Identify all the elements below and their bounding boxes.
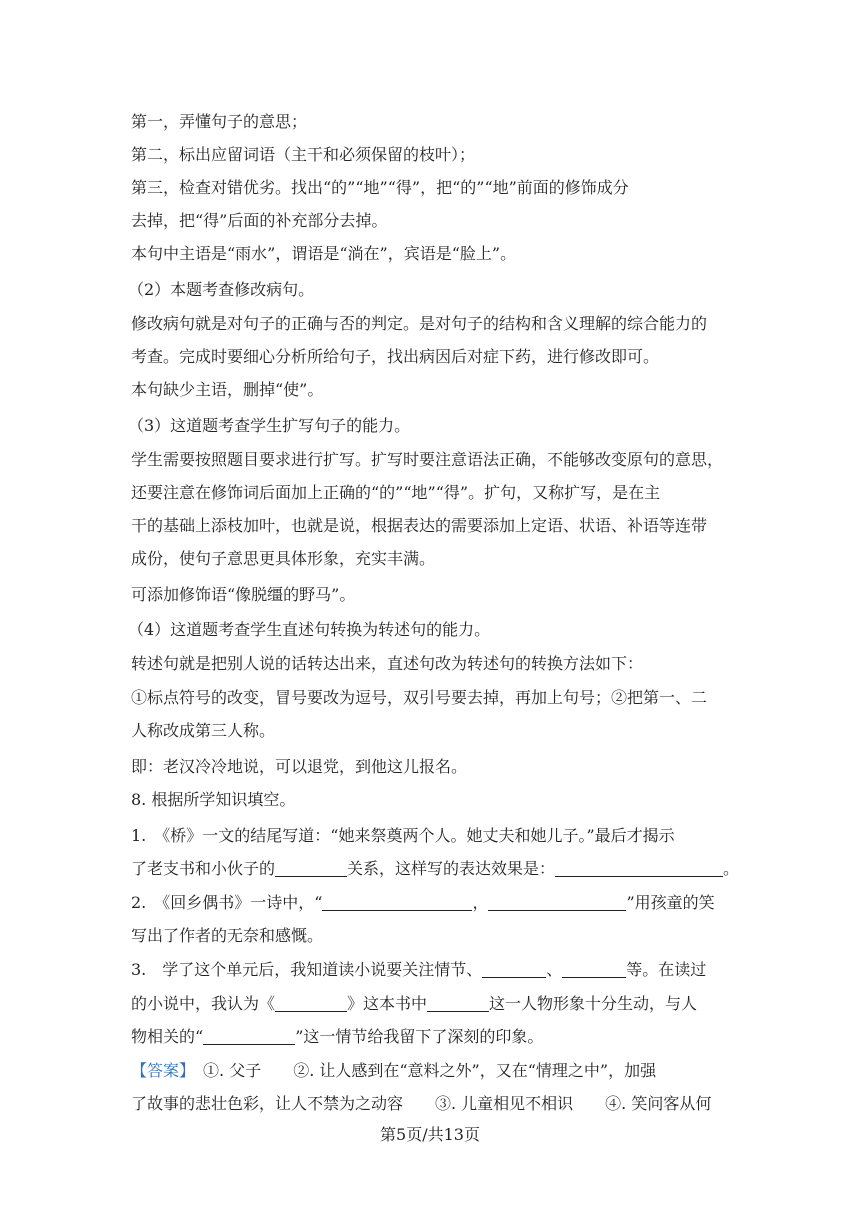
page-footer: 第5页/共13页 [380,1125,480,1144]
text-line: 第二，标出应留词语（主干和必须保留的枝叶）； [131,145,476,164]
answer-blank [275,860,347,877]
text-line: 转述句就是把别人说的话转达出来，直述句改为转述句的转换方法如下： [131,654,644,673]
answer-line: 了故事的悲壮色彩，让人不禁为之动容 ③. 儿童相见不相识 ④. 笑问客从何 [131,1094,712,1113]
question-3-line: 的小说中，我认为《 》这本书中 这一人物形象十分生动，与人 [131,994,698,1013]
answer-line: 【答案】 ①. 父子 ②. 让人感到在“意料之外”，又在“情理之中”，加强 [131,1061,657,1080]
text-line: （2）本题考查修改病句。 [128,280,315,299]
text-line: 第一，弄懂句子的意思； [131,112,308,131]
text-line: 人称改成第三人称。 [131,721,276,740]
text-line: 本句缺少主语，删掉“使”。 [131,380,324,399]
text-line: 成份，使句子意思更具体形象，充实丰满。 [131,549,436,568]
answer-blank [203,1028,295,1045]
text-line: 干的基础上添枝加叶，也就是说，根据表达的需要添加上定语、状语、补语等连带 [131,516,708,535]
text-line: （3）这道题考查学生扩写句子的能力。 [128,416,411,435]
question-1-line: 1. 《桥》一文的结尾写道：“她来祭奠两个人。她丈夫和她儿子。”最后才揭示 [131,826,675,845]
text-line: 本句中主语是“雨水”，谓语是“淌在”，宾语是“脸上”。 [131,244,517,263]
answer-blank [275,995,347,1012]
text-line: ①标点符号的改变，冒号要改为逗号，双引号要去掉，再加上句号；②把第一、二 [131,688,708,707]
text-line: 修改病句就是对句子的正确与否的判定。是对句子的结构和含义理解的综合能力的 [131,314,708,333]
text-line: 即：老汉冷冷地说，可以退党，到他这儿报名。 [131,757,468,776]
answer-tag: 【答案】 [131,1061,188,1080]
question-1-line: 了老支书和小伙子的 关系，这样写的表达效果是： 。 [131,859,740,878]
text-line: 可添加修饰语“像脱缰的野马”。 [131,585,356,604]
answer-blank [562,961,626,978]
answer-blank [555,860,723,877]
text-line: 考查。完成时要细心分析所给句子，找出病因后对症下药，进行修改即可。 [131,347,660,366]
answer-blank [427,995,489,1012]
answer-blank [482,961,546,978]
text-line: 还要注意在修饰词后面加上正确的“的”“地”“得”。扩句，又称扩写，是在主 [131,483,661,502]
question-3-line: 物相关的“ ”这一情节给我留下了深刻的印象。 [131,1027,544,1046]
question-heading: 8. 根据所学知识填空。 [131,790,296,809]
text-line: 去掉，把“得”后面的补充部分去掉。 [131,211,388,230]
text-line: 第三，检查对错优劣。找出“的”“地”“得”，把“的”“地”前面的修饰成分 [131,178,629,197]
question-2-line: 2. 《回乡偶书》一诗中，“ ， ”用孩童的笑 [131,893,715,912]
text-line: （4）这道题考查学生直述句转换为转述句的能力。 [128,620,491,639]
question-3-line: 3. 学了这个单元后，我知道读小说要关注情节、 、 等。在读过 [131,960,707,979]
answer-blank [322,894,472,911]
answer-blank [488,894,626,911]
text-line: 学生需要按照题目要求进行扩写。扩写时要注意语法正确，不能够改变原句的意思， [131,450,724,469]
question-2-line: 写出了作者的无奈和感慨。 [131,926,324,945]
